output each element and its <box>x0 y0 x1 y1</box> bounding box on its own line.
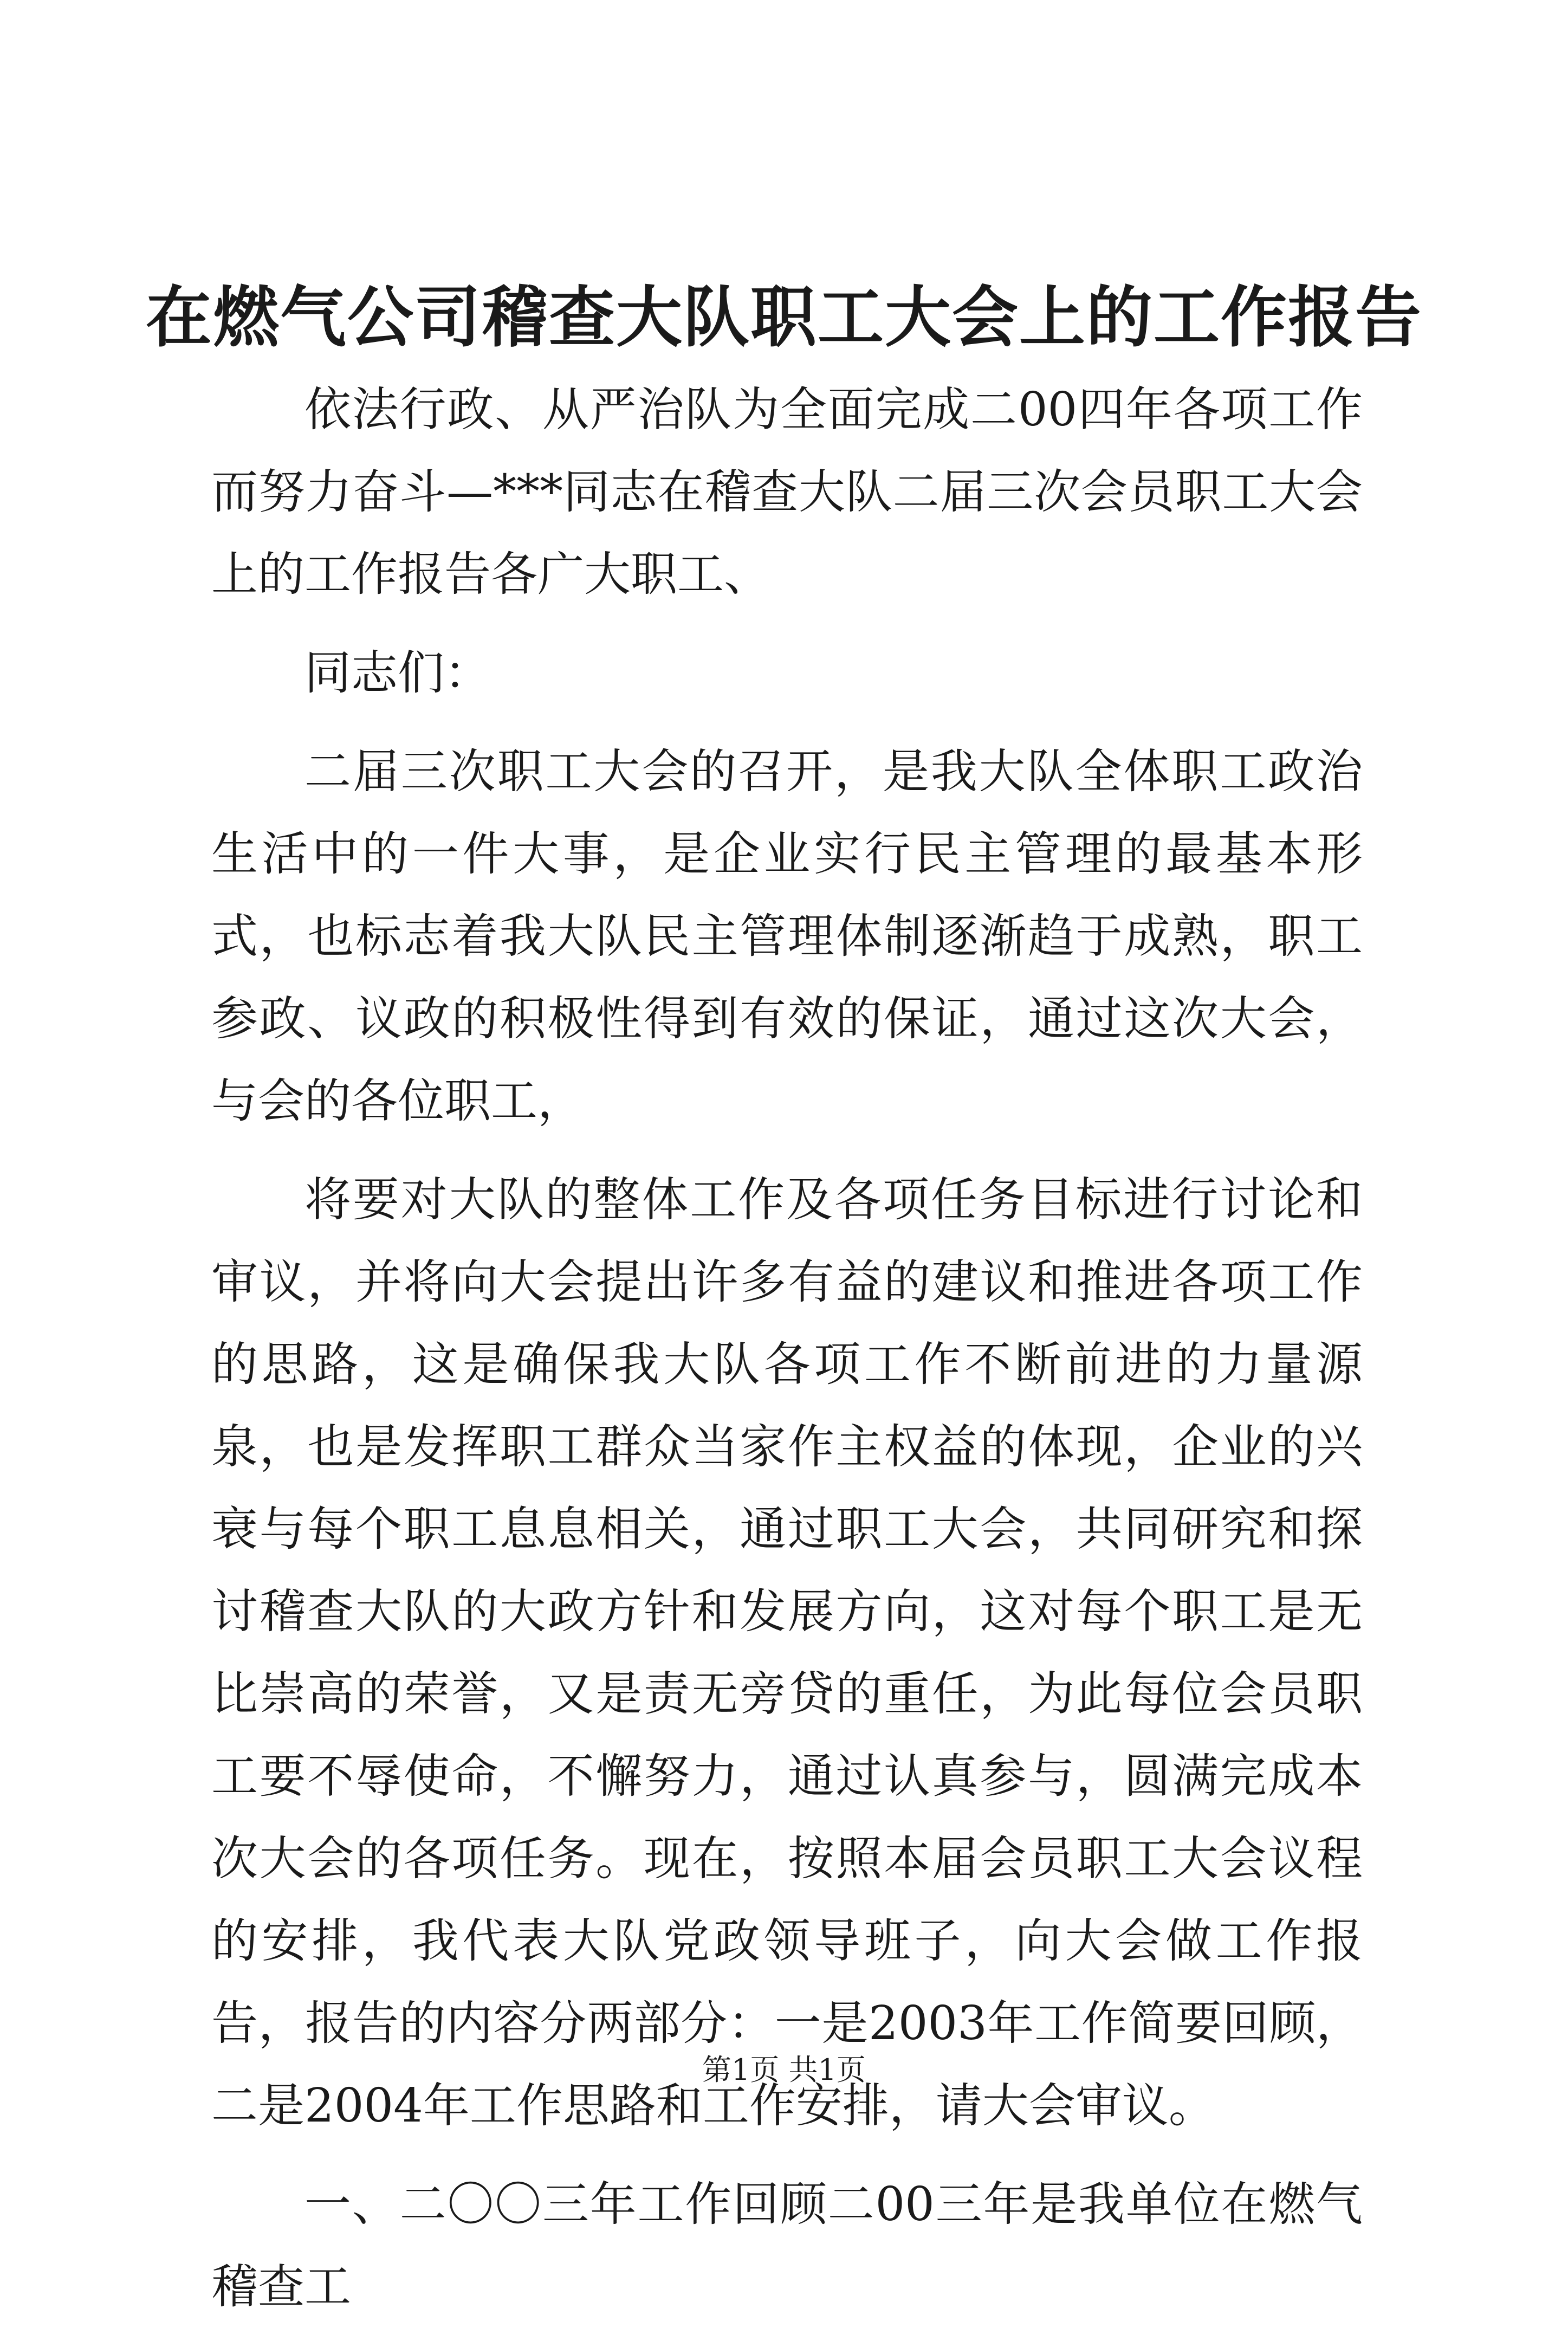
page-footer: 第1页 共1页 <box>702 2053 866 2087</box>
document-title: 在燃气公司稽查大队职工大会上的工作报告 <box>146 278 1422 356</box>
paragraph-subtitle: 依法行政、从严治队为全面完成二00四年各项工作而努力奋斗—***同志在稽查大队二届三次会员职工大会上的工作报告各广大职工、 <box>211 383 1363 602</box>
paragraph-section-one: 一、二〇〇三年工作回顾二00三年是我单位在燃气稽查工 <box>211 2177 1363 2314</box>
document-body <box>211 368 1363 2328</box>
paragraph-salutation: 同志们： <box>304 646 491 700</box>
paragraph-meeting-significance: 二届三次职工大会的召开，是我大队全体职工政治生活中的一件大事，是企业实行民主管理的最基本形式，也标志着我大队民主管理体制逐渐趋于成熟，职工参政、议政的积极性得到有效的保证，通过这次大会，与会的各位职工， <box>211 745 1363 1128</box>
paragraph-report-purpose: 将要对大队的整体工作及各项任务目标进行讨论和审议，并将向大会提出许多有益的建议和推进各项工作的思路，这是确保我大队各项工作不断前进的力量源泉，也是发挥职工群众当家作主权益的体现，企业的兴衰与每个职工息息相关，通过职工大会，共同研究和探讨稽查大队的大政方针和发展方向，这对每个职工是无比崇高的荣誉，又是责无旁贷的重任，为此每位会员职工要不辱使命，不懈努力，通过认真参与，圆满完成本次大会的各项任务。现在，按照本届会员职工大会议程的安排，我代表大队党政领导班子，向大会做工作报告，报告的内容分两部分：一是2003年工作简要回顾，二是2004年工作思路和工作安排，请大会审议。 <box>211 1173 1363 2133</box>
